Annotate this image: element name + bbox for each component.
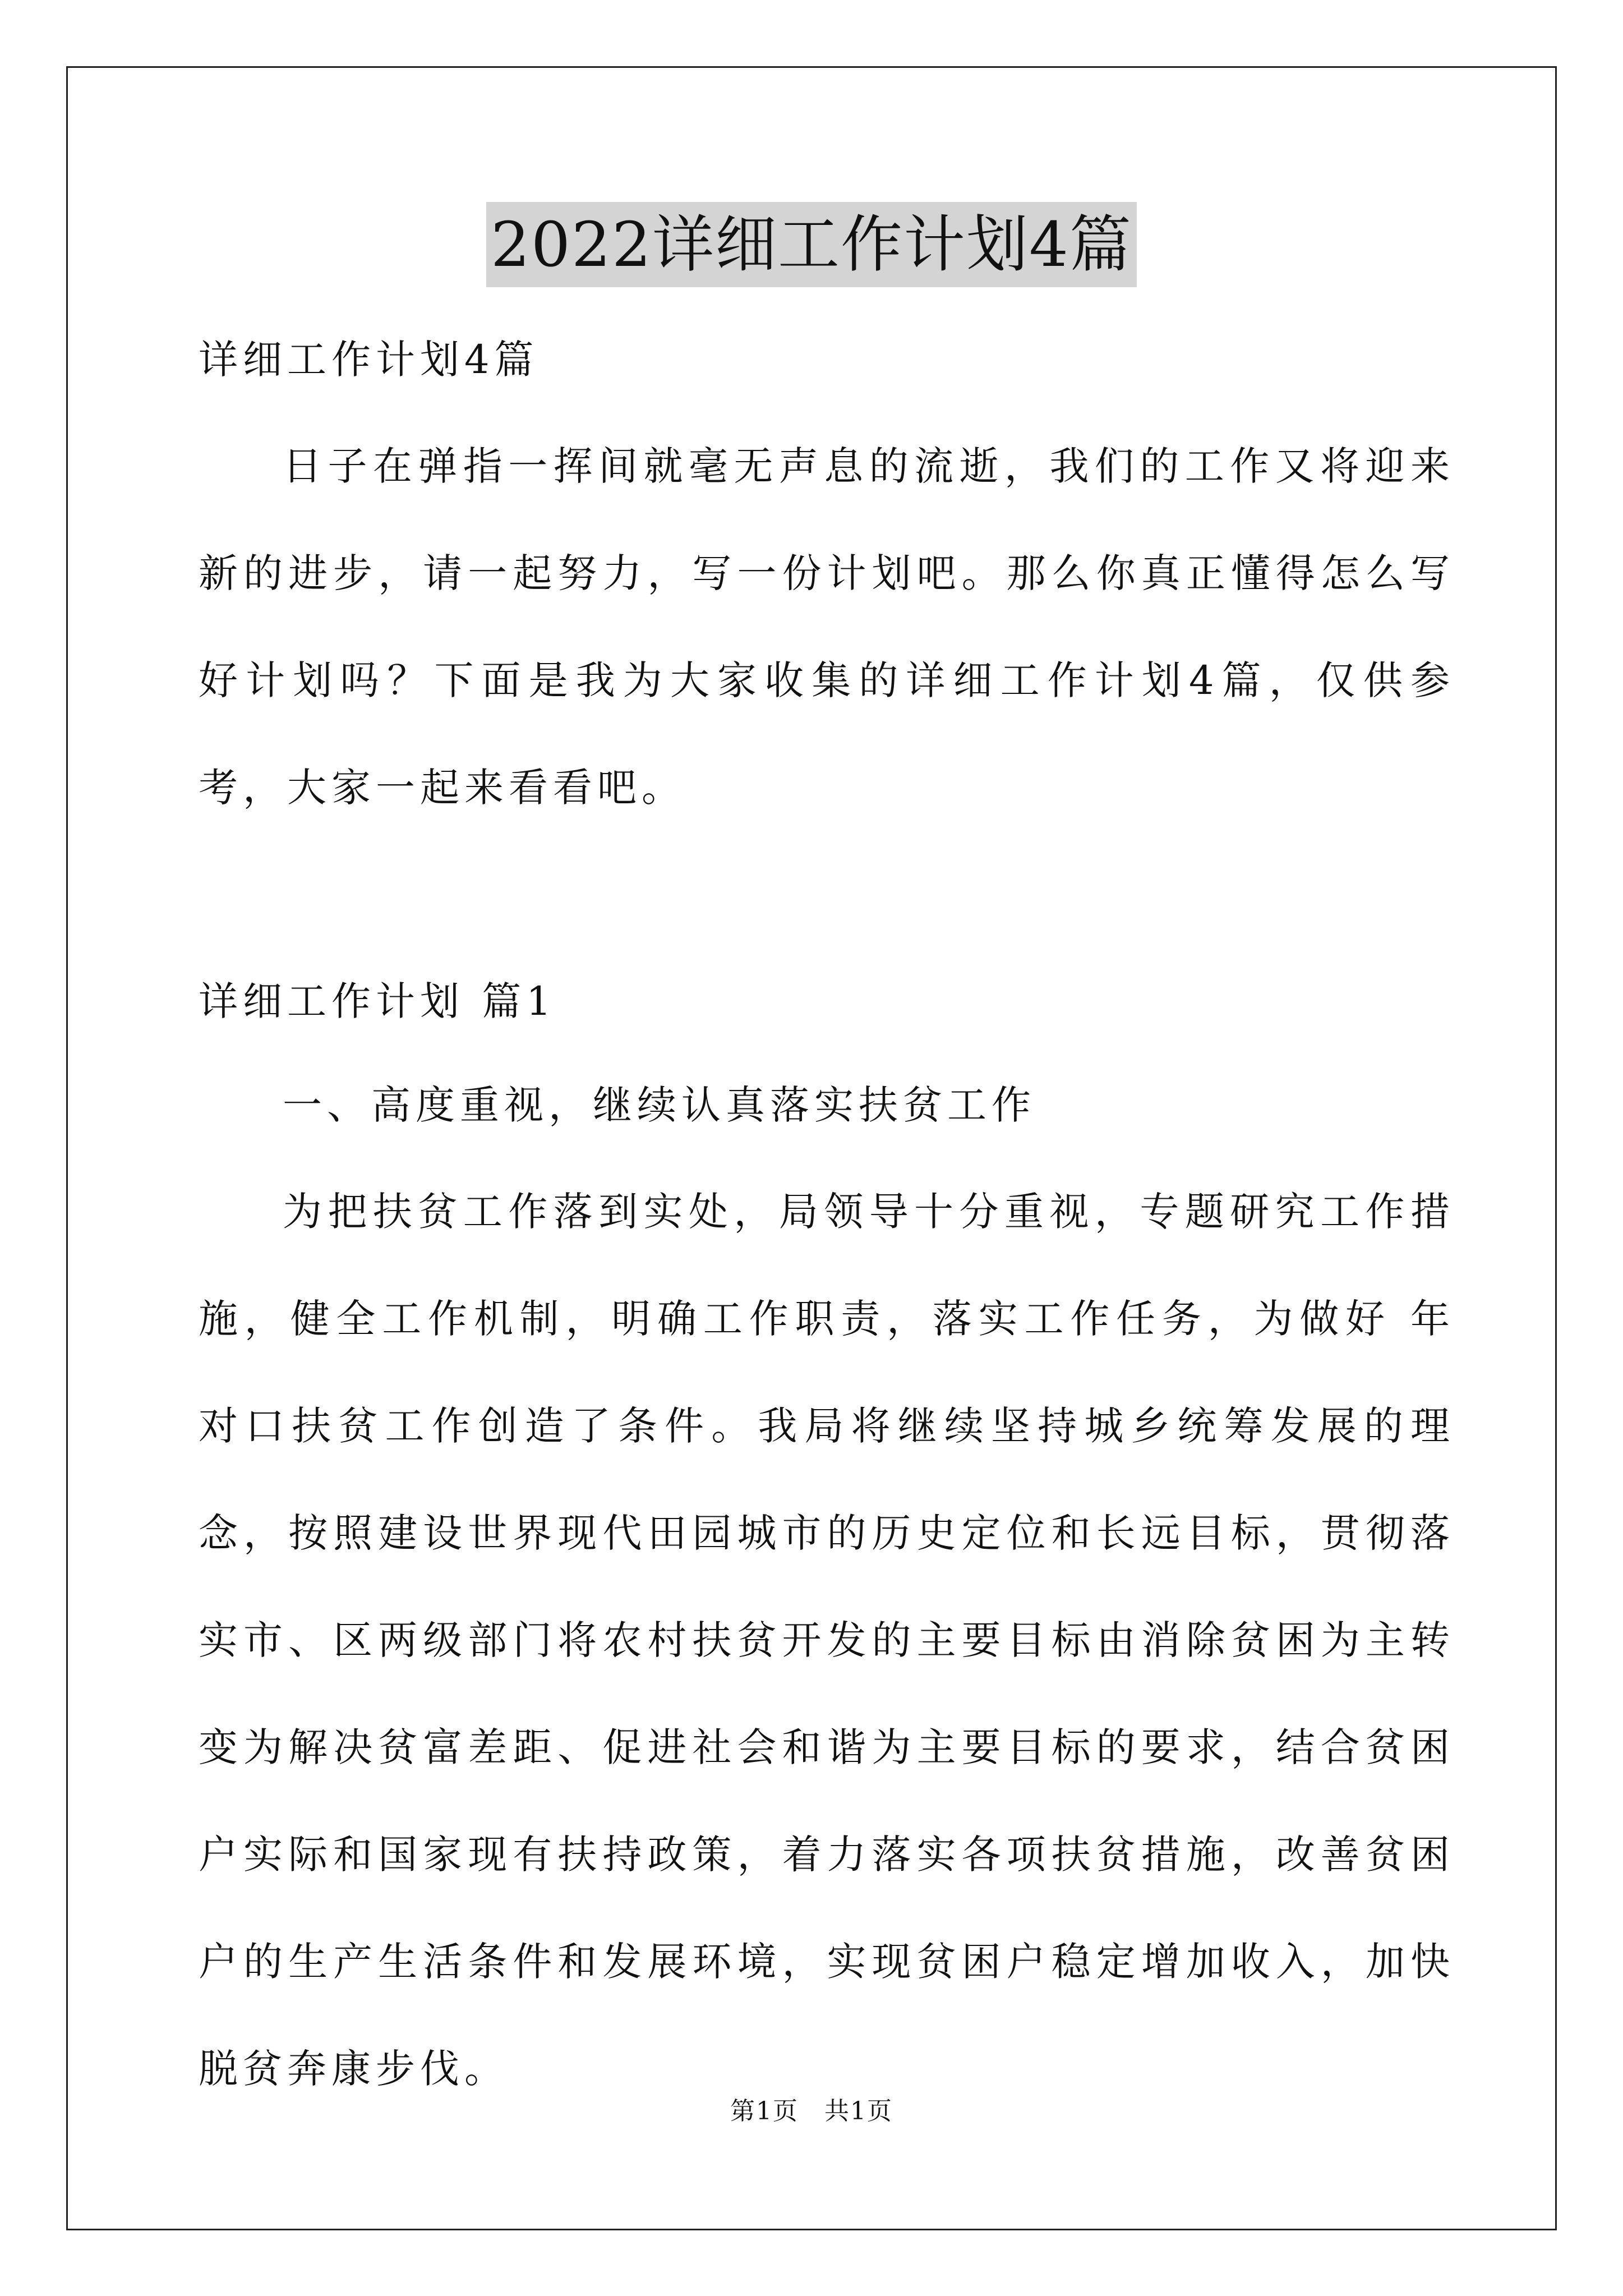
document-title: 2022详细工作计划4篇 [486,202,1137,287]
document-subtitle: 详细工作计划4篇 [199,337,539,383]
page-footer: 第1页 共1页 [730,2097,893,2125]
intro-paragraph: 日子在弹指一挥间就毫无声息的流逝，我们的工作又将迎来新的进步，请一起努力，写一份计划吧。那么你真正懂得怎么写好计划吗？下面是我为大家收集的详细工作计划4篇，仅供参考，大家一起来看看吧。 [199,443,1455,811]
item-heading: 一、高度重视，继续认真落实扶贫工作 [283,1082,1036,1128]
title-container [0,202,1623,287]
section-heading: 详细工作计划 篇1 [199,978,556,1024]
document-body [199,306,1455,2123]
body-paragraph: 为把扶贫工作落到实处，局领导十分重视，专题研究工作措施，健全工作机制，明确工作职责，落实工作任务，为做好 年对口扶贫工作创造了条件。我局将继续坚持城乡统筹发展的理念，按照建设世界现代田园城市的历史定位和长远目标，贯彻落实市、区两级部门将农村扶贫开发的主要目标由消除贫困为主转变为解决贫富差距、促进社会和谐为主要目标的要求，结合贫困户实际和国家现有扶持政策，着力落实各项扶贫措施，改善贫困户的生产生活条件和发展环境，实现贫困户稳定增加收入，加快脱贫奔康步伐。 [199,1189,1455,2092]
